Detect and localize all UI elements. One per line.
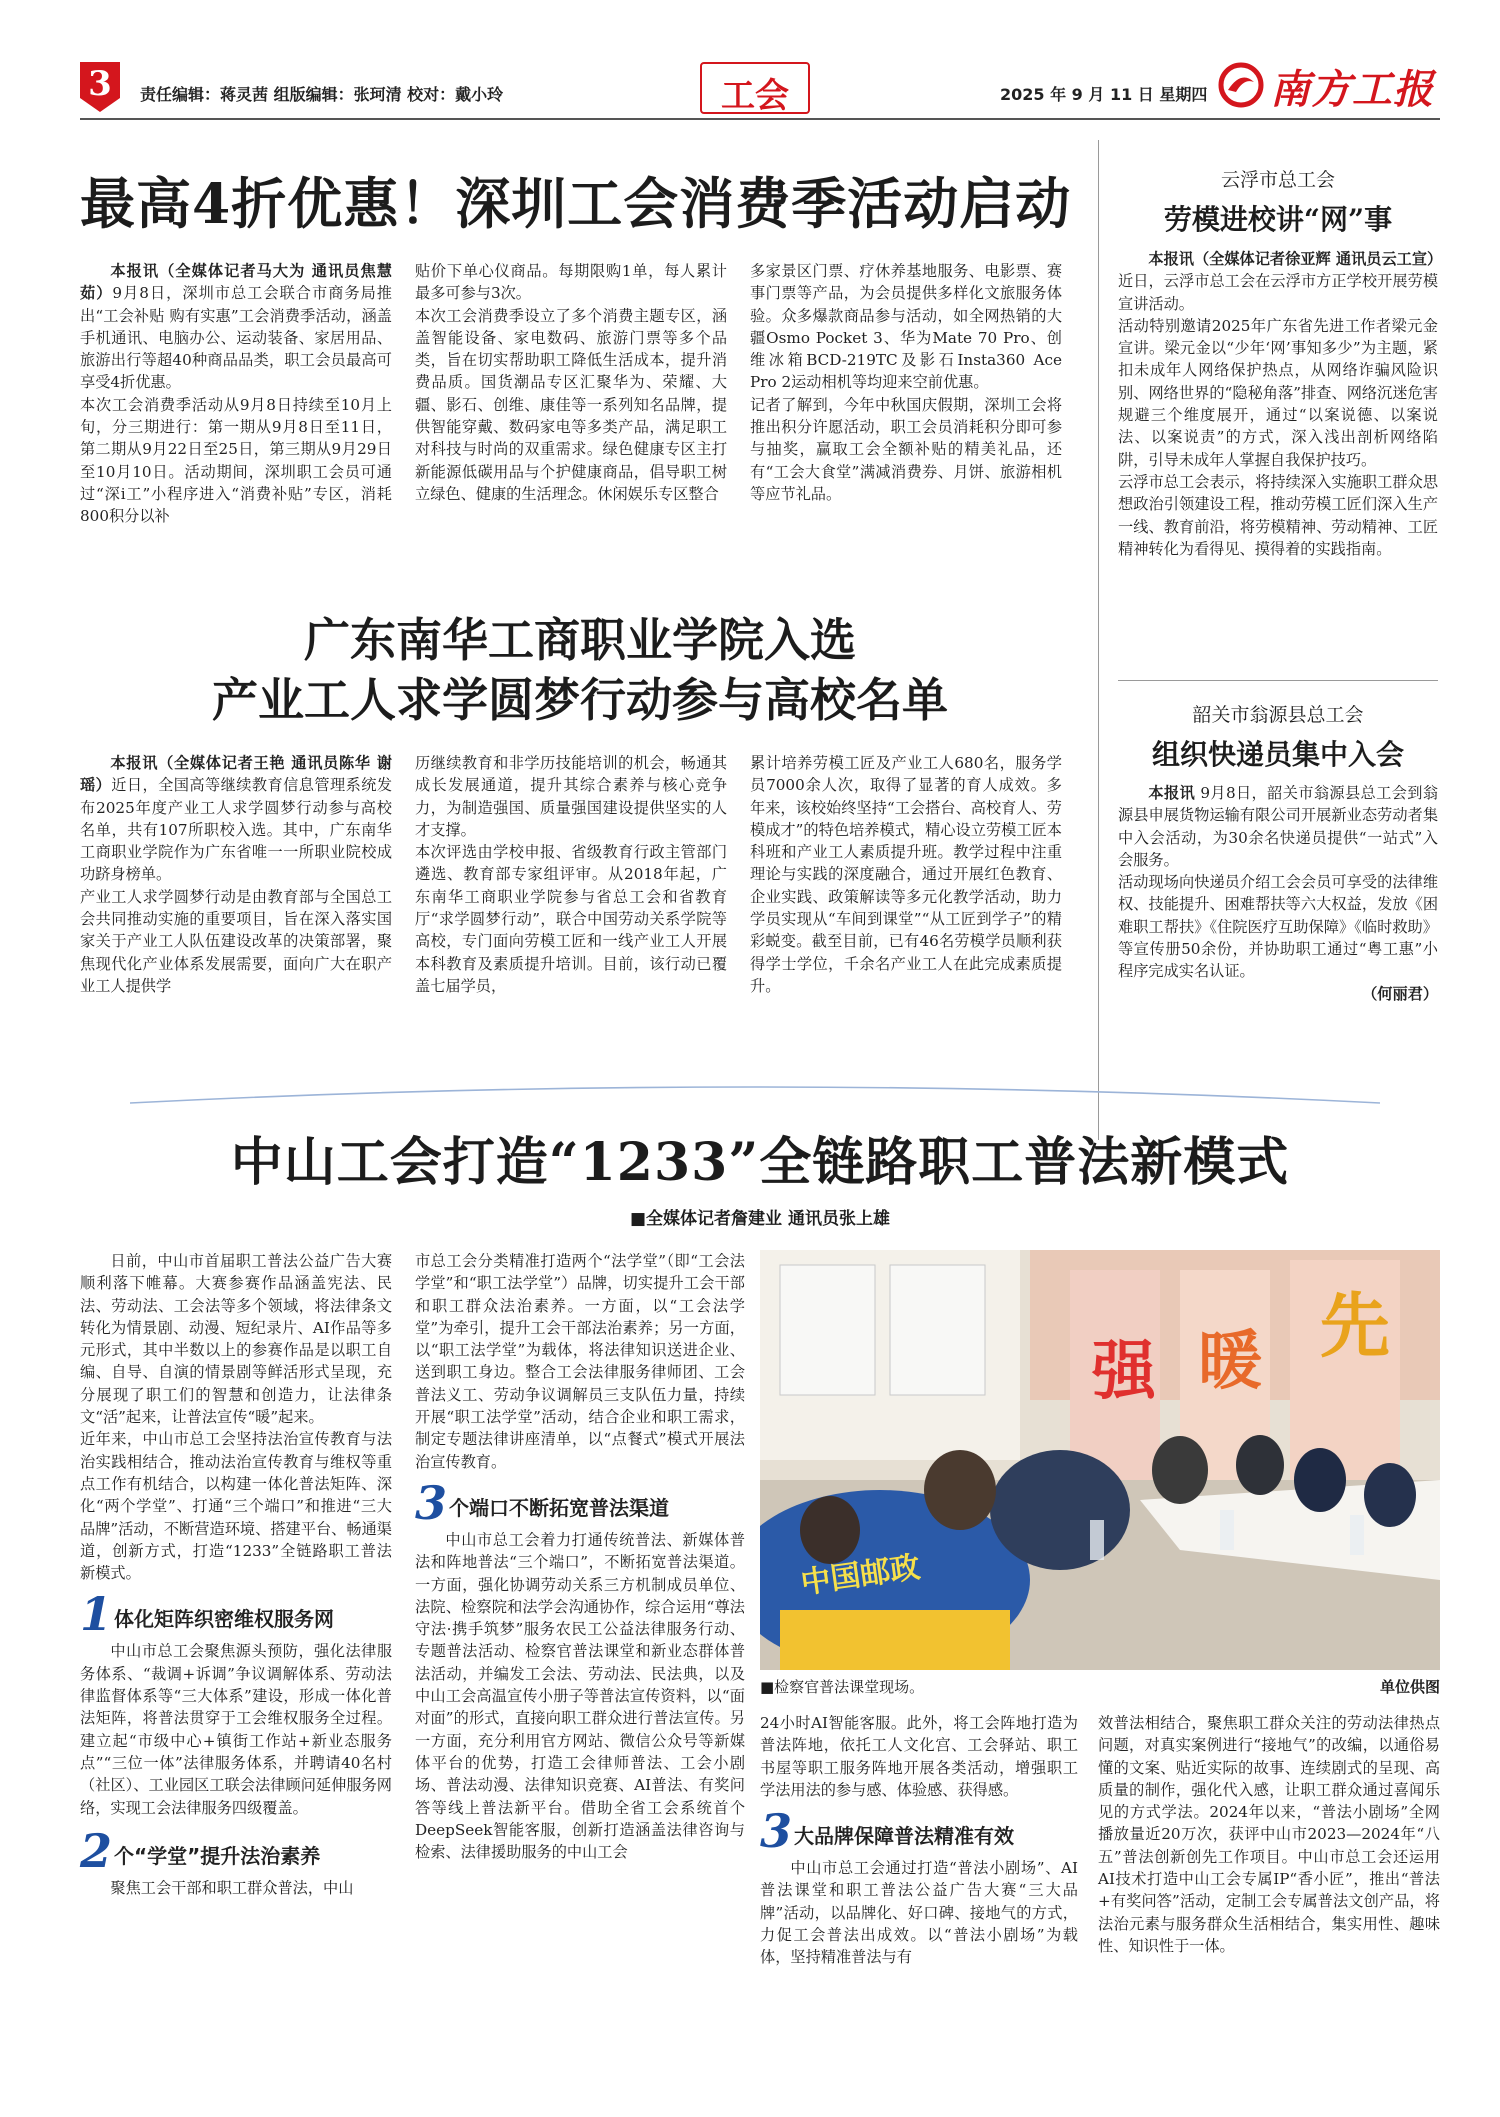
brand-name: 南方工报: [1270, 66, 1434, 113]
section2-number: 2: [80, 1823, 113, 1878]
photo-caption: ■检察官普法课堂现场。: [760, 1678, 925, 1696]
photo-sign-word-3: 先: [1320, 1285, 1390, 1367]
article3-byline: ■全媒体记者詹建业 通讯员张上雄: [630, 1209, 890, 1229]
photo-shirt-text: 中国邮政: [798, 1549, 923, 1602]
section3-text-a: 中山市总工会着力打通传统普法、新媒体普法和阵地普法“三个端口”，不断拓宽普法渠道。一方面，强化协调劳动关系三方机制成员单位、法院、检察院和法学会沟通协作，综合运用“尊法守法·携手筑梦”服务农民工公益法律服务行动、专题普法活动、检察官普法课堂和新业态群体普法活动，并编发工会法、劳动法、民法典，以及中山工会高温宣传小册子等普法宣传资料，以“面对面”的形式，直接向职工群众进行普法宣传。另一方面，充分利用官方网站、微信公众号等新媒体平台的优势，打造工会律师普法、工会小剧场、普法动漫、法律知识竞赛、AI普法、有奖问答等线上普法新平台。借助全省工会系统首个DeepSeek智能客服，创新打造涵盖法律咨询与检索、法律援助服务的中山工会: [415, 1530, 745, 1862]
sidebar2-author: （何丽君）: [1362, 984, 1438, 1003]
section1-number: 1: [80, 1587, 113, 1642]
article2-title-line2: 产业工人求学圆梦行动参与高校名单: [212, 673, 948, 727]
photo-caption-row: [760, 1676, 1440, 1700]
article3-col2: [415, 1250, 745, 1863]
article2-col2: [415, 752, 727, 997]
sidebar1-text: 近日，云浮市总工会在云浮市方正学校开展劳模宣讲活动。 活动特别邀请2025年广东省先进工作者梁元金宣讲。梁元金以“少年‘网’事知多少”为主题，紧扣未成年人网络保护热点，从网络诈骗风险识别、网络世界的“隐秘角落”排查、网络沉迷危害规避三个维度展开，通过“以案说德、以案说法、以案说责”的方式，深入浅出剖析网络陷阱，引导未成年人掌握自我保护技巧。 云浮市总工会表示，将持续深入实施职工群众思想政治引领建设工程，推动劳模工匠们深入生产一线、教育前沿，将劳模精神、劳动精神、工匠精神转化为看得见、摸得着的实践指南。: [1118, 272, 1438, 558]
article3-section3-heading: [415, 1475, 745, 1530]
section2-title: 个“学堂”提升法治素养: [114, 1843, 321, 1868]
photo-sign-word-2: 暖: [1198, 1325, 1262, 1399]
section4-text: 中山市总工会通过打造“普法小剧场”、AI普法课堂和职工普法公益广告大赛“三大品牌”活动，以品牌化、好口碑、接地气的方式，力促工会普法出成效。以“普法小剧场”为载体，坚持精准普法与有: [760, 1859, 1078, 1967]
editors-line: 责任编辑：蒋灵茜 组版编辑：张珂清 校对：戴小玲: [140, 85, 504, 104]
section-label: 工会: [721, 76, 789, 116]
photo-sign-word-1: 强: [1092, 1335, 1156, 1409]
article2-col1-text: 近日，全国高等继续教育信息管理系统发布2025年度产业工人求学圆梦行动参与高校名单，共有107所职校入选。其中，广东南华工商职业学院作为广东省唯一一所职业院校成功跻身榜单。 产业工人求学圆梦行动是由教育部与全国总工会共同推动实施的重要项目，旨在深入落实国家关于产业工人队伍建设改革的决策部署，聚焦现代化产业体系发展需要，面向广大在职产业工人提供学: [80, 776, 393, 995]
section3-title: 个端口不断拓宽普法渠道: [449, 1495, 670, 1520]
sidebar2-byline: 本报讯: [1148, 784, 1196, 802]
article1-col1: [80, 260, 392, 528]
article2-col3-text: 累计培养劳模工匠及产业工人680名，服务学员7000余人次，取得了显著的育人成效。多年来，该校始终坚持“工会搭台、高校育人、劳模成才”的特色培养模式，精心设立劳模工匠本科班和产业工人素质提升班。教学过程中注重理论与实践的深度融合，通过开展红色教育、企业实践、政策解读等多元化教学活动，助力学员实现从“车间到课堂”“从工匠到学子”的精彩蜕变。截至目前，已有46名劳模学员顺利获得学士学位，千余名产业工人在此完成素质提升。: [750, 754, 1062, 995]
article2-col2-text: 历继续教育和非学历技能培训的机会，畅通其成长发展通道，提升其综合素养与核心竞争力，为制造强国、质量强国建设提供坚实的人才支撑。 本次评选由学校申报、省级教育行政主管部门遴选、教育部专家组评审。从2018年起，广东南华工商职业学院参与省总工会和省教育厅“求学圆梦行动”，联合中国劳动关系学院等高校，专门面向劳模工匠和一线产业工人开展本科教育及素质提升培训。目前，该行动已覆盖七届学员，: [415, 754, 727, 995]
section2-text-a: 聚焦工会干部和职工群众普法，中山: [110, 1878, 354, 1897]
photo: [760, 1250, 1440, 1670]
sidebar1-kicker: 云浮市总工会: [1220, 169, 1335, 191]
article3-section1-heading: [80, 1587, 392, 1642]
photo-credit: 单位供图: [1379, 1678, 1440, 1696]
article1-col2: [415, 260, 727, 505]
article1-col3-text: 多家景区门票、疗休养基地服务、电影票、赛事门票等产品，为会员提供多样化文旅服务体验。众多爆款商品参与活动，如全网热销的大疆Osmo Pocket 3、华为Mate 70 Pro、创维冰箱BCD-219TC及影石Insta360 Ace Pro 2运动相机等均迎来空前优惠。 记者了解到，今年中秋国庆假期，深圳工会将推出积分许愿活动，职工会员消耗积分即可参与抽奖，赢取工会全额补贴的精美礼品，还有“工会大食堂”满减消费券、月饼、旅游相机等应节礼品。: [750, 262, 1062, 503]
article1-col3: [750, 260, 1062, 505]
issue-date: 2025 年 9 月 11 日 星期四: [1000, 85, 1208, 104]
page-number: 3: [88, 64, 112, 104]
article2-title-line1: 广东南华工商职业学院入选: [304, 613, 856, 667]
article3-col4: [1098, 1712, 1440, 1957]
article2-title: [80, 610, 1080, 730]
brand-emblem-icon: [1218, 62, 1264, 108]
page-number-badge: [80, 62, 120, 112]
section2-text-b: 市总工会分类精准打造两个“法学堂”（即“工会法学堂”和“职工法学堂”）品牌，切实提升工会干部和职工群众法治素养。一方面，以“工会法学堂”为牵引，提升工会干部法治素养；另一方面，以“职工法学堂”为载体，将法律知识送进企业、送到职工身边。整合工会法律服务律师团、工会普法义工、劳动争议调解员三支队伍力量，持续开展“职工法学堂”活动，结合企业和职工需求，制定专题法律讲座清单，以“点餐式”模式开展法治宣传教育。: [415, 1252, 745, 1471]
article3-banner-rule: [130, 1085, 1380, 1105]
article2-col3: [750, 752, 1062, 997]
article1-col1-text: 9月8日，深圳市总工会联合市商务局推出“工会补贴 购有实惠”工会消费季活动，涵盖手机通讯、电脑办公、运动装备、家居用品、旅游出行等超40种商品品类，职工会员最高可享受4折优惠。 本次工会消费季活动从9月8日持续至10月上旬，分三期进行：第一期从9月8日至11日，第二期从9月22日至25日，第三期从9月29日至10月10日。活动期间，深圳职工会员可通过“深i工”小程序进入“消费补贴”专区，消耗800积分以补: [80, 284, 392, 526]
sidebar2-body: [1118, 782, 1438, 1005]
banner-arc: [130, 1085, 1380, 1105]
article3-section2-heading: [80, 1823, 392, 1878]
sidebar1-byline: 本报讯（全媒体记者徐亚辉 通讯员云工宣）: [1148, 250, 1443, 268]
brand-logo: [1218, 58, 1438, 113]
sidebar2-kicker: 韶关市翁源县总工会: [1192, 704, 1364, 726]
article3-intro: 日前，中山市首届职工普法公益广告大赛顺利落下帷幕。大赛参赛作品涵盖宪法、民法、劳动法、工会法等多个领域，将法律条文转化为情景剧、动漫、短纪录片、AI作品等多元形式，其中半数以上的参赛作品是以职工自编、自导、自演的情景剧等鲜活形式呈现，充分展现了职工们的智慧和创造力，让法律条文“活”起来，让普法宣传“暖”起来。 近年来，中山市总工会坚持法治宣传教育与法治实践相结合，推动法治宣传教育与维权等重点工作有机结合，以构建一体化普法矩阵、深化“两个学堂”、打通“三个端口”和推进“三大品牌”活动，不断营造环境、搭建平台、畅通渠道，创新方式，打造“1233”全链路职工普法新模式。: [80, 1252, 392, 1583]
section-label-box: [700, 62, 810, 114]
article2-byline: 本报讯（全媒体记者王艳 通讯员陈华 谢瑶）: [80, 754, 392, 795]
sidebar1-title: 劳模进校讲“网”事: [1163, 203, 1393, 236]
article1-byline: 本报讯（全媒体记者马大为 通讯员焦慧茹）: [80, 262, 392, 303]
article3-col3: [760, 1712, 1078, 1969]
article3-col1: [80, 1250, 392, 1899]
article1-col2-text: 贴价下单心仪商品。每期限购1单，每人累计最多可参与3次。 本次工会消费季设立了多个消费主题专区，涵盖智能设备、家电数码、旅游门票等多个品类，旨在切实帮助职工降低生活成本，提升消费品质。国货潮品专区汇聚华为、荣耀、大疆、影石、创维、康佳等一系列知名品牌，提供智能穿戴、数码家电等多类产品，满足职工对科技与时尚的双重需求。绿色健康专区主打新能源低碳用品与个护健康商品，倡导职工树立绿色、健康的生活理念。休闲娱乐专区整合: [415, 262, 727, 503]
article3-title: 中山工会打造“1233”全链路职工普法新模式: [230, 1132, 1290, 1193]
sidebar1-body: [1118, 248, 1443, 560]
article1-title: 最高4折优惠！深圳工会消费季活动启动: [80, 171, 1072, 236]
article3-section4-heading: [760, 1804, 1078, 1859]
section3-text-b: 24小时AI智能客服。此外，将工会阵地打造为普法阵地，依托工人文化宫、工会驿站、职工书屋等职工服务阵地开展各类活动，增强职工学法用法的参与感、体验感、获得感。: [760, 1714, 1078, 1799]
section3-number: 3: [415, 1475, 448, 1530]
sidebar-separator: [1118, 680, 1438, 681]
section4-number: 3: [760, 1804, 793, 1859]
section1-text: 中山市总工会聚焦源头预防，强化法律服务体系、“裁调+诉调”争议调解体系、劳动法律监督体系等“三大体系”建设，形成一体化普法矩阵，将普法贯穿于工会维权服务全过程。建立起“市级中心+镇街工作站+新业态服务点”“三位一体”法律服务体系，并聘请40名村（社区）、工业园区工联会法律顾问延伸服务网络，实现工会法律服务四级覆盖。: [80, 1642, 392, 1817]
section1-title: 体化矩阵织密维权服务网: [114, 1607, 335, 1632]
sidebar2-title: 组织快递员集中入会: [1151, 738, 1404, 771]
sidebar2-text: 9月8日，韶关市翁源县总工会到翁源县申展货物运输有限公司开展新业态劳动者集中入会活动，为30余名快递员提供“一站式”入会服务。 活动现场向快递员介绍工会会员可享受的法律维权、技能提升、困难帮扶等六大权益，发放《困难职工帮扶》《住院医疗互助保障》《临时救助》等宣传册50余份，并协助职工通过“粤工惠”小程序完成实名认证。: [1118, 784, 1439, 981]
article3-end-text: 效普法相结合，聚焦职工群众关注的劳动法律热点问题，对真实案例进行“接地气”的改编，以通俗易懂的文案、贴近实际的故事、连续剧式的呈现、高质量的制作，强化代入感，让职工群众通过喜闻乐见的方式学法。2024年以来，“普法小剧场”全网播放量近20万次，获评中山市2023—2024年“八五”普法创新创先工作项目。中山市总工会还运用AI技术打造中山工会专属IP“香小匠”，推出“普法+有奖问答”活动，定制工会专属普法文创产品，将法治元素与服务群众生活相结合，集实用性、趣味性、知识性于一体。: [1098, 1714, 1440, 1955]
header-rule: [80, 118, 1440, 120]
article2-col1: [80, 752, 392, 997]
section4-title: 大品牌保障普法精准有效: [794, 1823, 1015, 1848]
sidebar-divider: [1098, 140, 1099, 1140]
